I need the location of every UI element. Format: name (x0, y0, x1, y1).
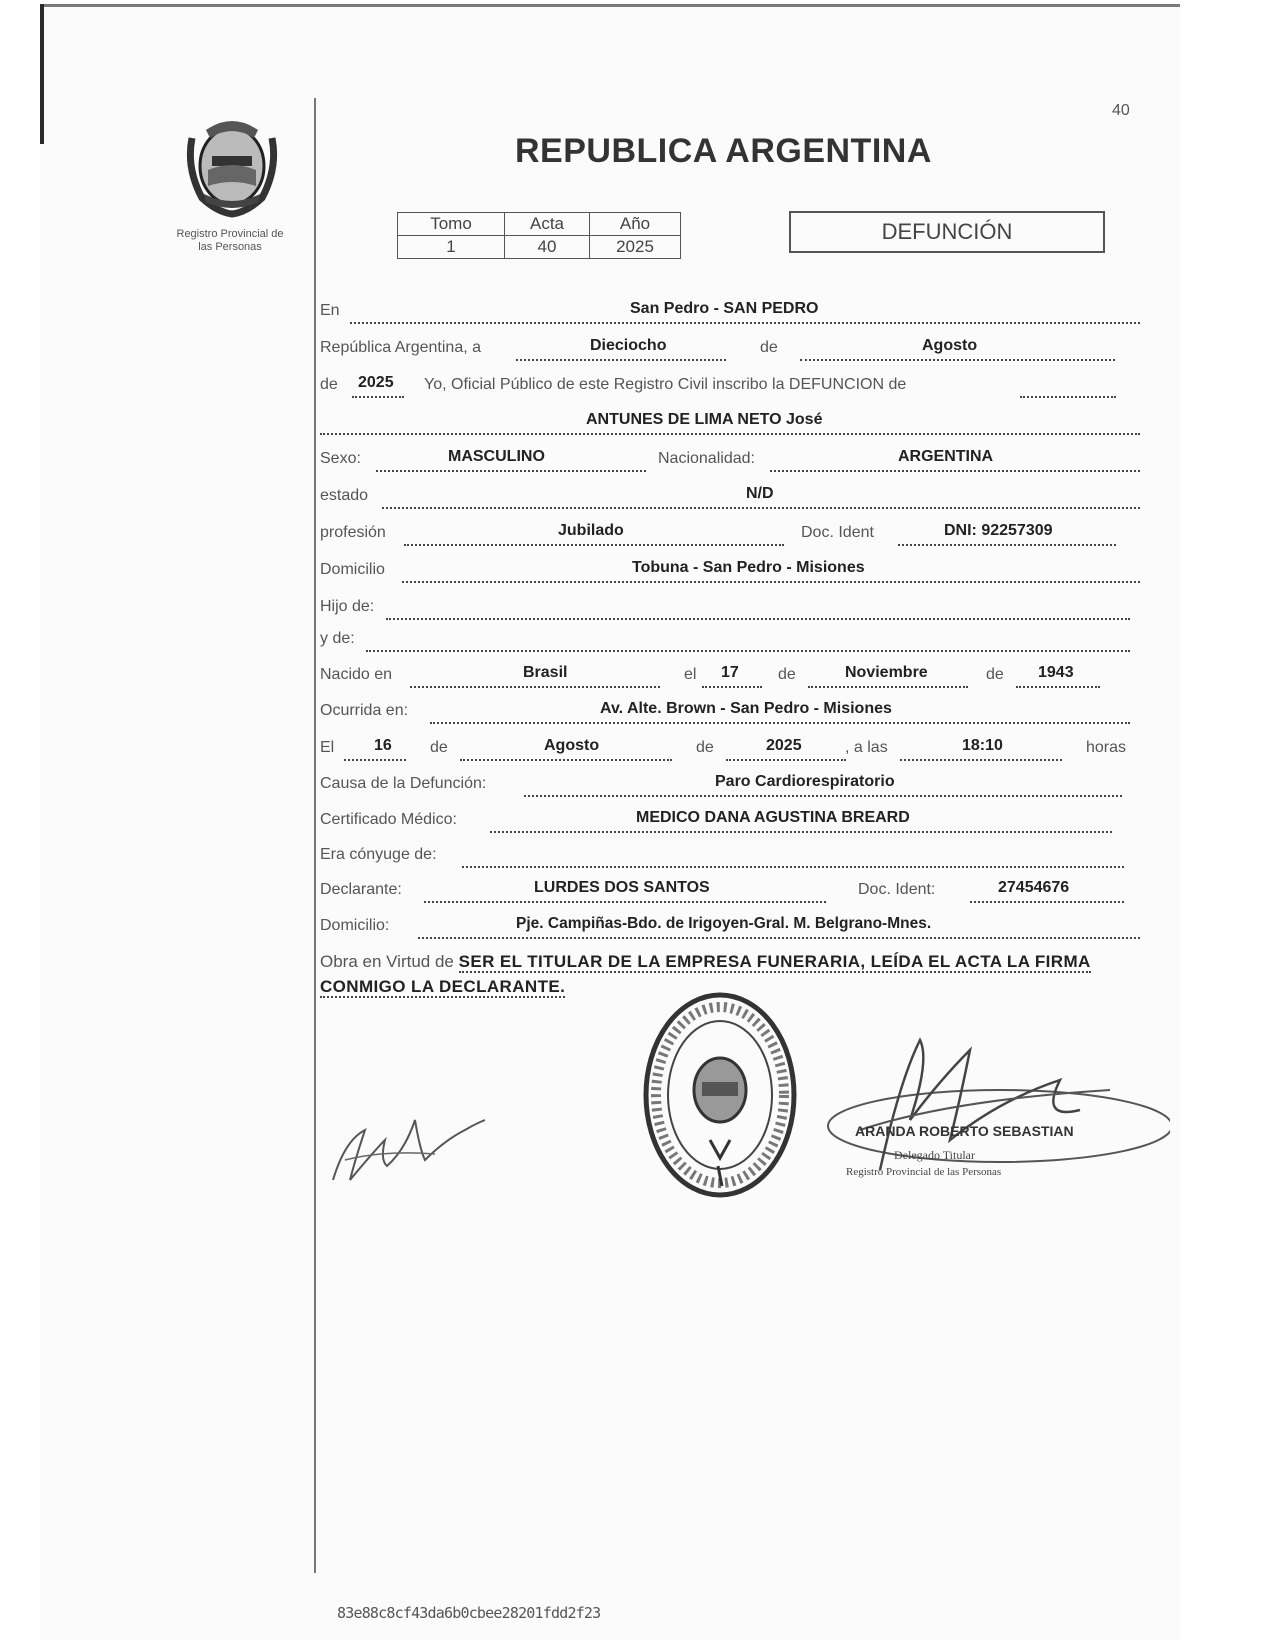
page-number: 40 (1112, 102, 1130, 119)
fill-hijo-de (386, 596, 1130, 620)
label-domicilio: Domicilio (320, 561, 385, 578)
registry-caption-line-1: Registro Provincial de (176, 228, 284, 240)
registry-caption (160, 228, 300, 254)
sheet-left-edge (40, 4, 44, 144)
value-nombre: ANTUNES DE LIMA NETO José (586, 411, 823, 428)
sheet-top-edge (40, 4, 1180, 7)
fill-conyuge (462, 844, 1124, 868)
row-ocurrida-en (320, 700, 1140, 726)
row-certificado (320, 809, 1140, 835)
fill-defuncion-de (1020, 374, 1116, 398)
value-dia-letras: Dieciocho (590, 337, 667, 354)
value-sexo: MASCULINO (448, 448, 545, 465)
label-declarante: Declarante: (320, 881, 402, 898)
label-profesion: profesión (320, 524, 386, 541)
value-certificado: MEDICO DANA AGUSTINA BREARD (636, 809, 910, 826)
registry-caption-line-2: las Personas (198, 241, 262, 253)
tomo-header: Tomo (398, 213, 505, 236)
label-estado: estado (320, 487, 369, 504)
row-y-de (320, 628, 1140, 654)
label-de-4: de (986, 666, 1004, 683)
anio-value: 2025 (590, 236, 681, 259)
label-certificado: Certificado Médico: (320, 811, 457, 828)
label-el: el (684, 666, 697, 683)
margin-line (314, 98, 316, 1573)
declarante-signature (325, 1100, 495, 1190)
row-anio-inscripcion (320, 374, 1140, 400)
anio-header: Año (590, 213, 681, 236)
value-nacido-en: Brasil (523, 664, 568, 681)
value-causa: Paro Cardiorespiratorio (715, 773, 895, 790)
label-yo-oficial: Yo, Oficial Público de este Registro Civil inscribo la DEFUNCION de (424, 376, 907, 393)
row-profesion (320, 522, 1140, 548)
label-de-2: de (320, 376, 338, 393)
acta-header: Acta (505, 213, 590, 236)
value-estado: N/D (746, 485, 774, 502)
row-domicilio (320, 559, 1140, 585)
row-nombre (320, 411, 1140, 437)
label-de-3: de (778, 666, 796, 683)
value-declarante-doc: 27454676 (998, 879, 1070, 896)
fill-y-de (366, 628, 1130, 652)
label-en: En (320, 302, 340, 319)
label-ocurrida-en: Ocurrida en: (320, 702, 409, 719)
row-fecha-inscripcion (320, 337, 1140, 363)
value-profesion: Jubilado (558, 522, 624, 539)
value-def-hora: 18:10 (962, 737, 1003, 754)
row-fecha-defuncion (320, 737, 1140, 763)
value-def-dia: 16 (374, 737, 392, 754)
value-declarante: LURDES DOS SANTOS (534, 879, 710, 896)
value-nac-dia: 17 (721, 664, 739, 681)
row-lugar (320, 300, 1140, 326)
label-de-6: de (696, 739, 714, 756)
page-title: REPUBLICA ARGENTINA (515, 132, 932, 170)
label-el-cap: El (320, 739, 335, 756)
record-type-box: DEFUNCIÓN (789, 211, 1105, 253)
row-sexo (320, 448, 1140, 474)
label-hijo-de: Hijo de: (320, 598, 375, 615)
label-domicilio-2: Domicilio: (320, 917, 390, 934)
official-signature (800, 1020, 1170, 1180)
value-domicilio-declarante: Pje. Campiñas-Bdo. de Irigoyen-Gral. M. Belgrano-Mnes. (516, 915, 932, 932)
value-anio: 2025 (358, 374, 394, 391)
row-declarante (320, 879, 1140, 905)
label-de-5: de (430, 739, 448, 756)
row-estado (320, 485, 1140, 511)
value-nac-mes: Noviembre (845, 664, 928, 681)
value-mes: Agosto (922, 337, 978, 354)
value-obra: SER EL TITULAR DE LA EMPRESA FUNERARIA, LEÍDA EL ACTA LA FIRMA CONMIGO LA DECLARANTE. (320, 952, 1091, 996)
label-de-1: de (760, 339, 778, 356)
label-doc-ident: Doc. Ident (801, 524, 874, 541)
official-registry: Registro Provincial de las Personas (846, 1166, 1002, 1178)
provincial-crest-icon (182, 108, 282, 218)
value-lugar: San Pedro - SAN PEDRO (630, 300, 819, 317)
acta-value: 40 (505, 236, 590, 259)
label-obra: Obra en Virtud de (320, 952, 454, 971)
document-hash: 83e88c8cf43da6b0cbee28201fdd2f23 (337, 1604, 601, 1622)
row-domicilio-declarante (320, 915, 1140, 941)
value-nac-anio: 1943 (1038, 664, 1074, 681)
tomo-value: 1 (398, 236, 505, 259)
label-doc-ident-2: Doc. Ident: (858, 881, 936, 898)
row-nacimiento (320, 664, 1140, 690)
row-conyuge (320, 844, 1140, 870)
value-def-mes: Agosto (544, 737, 600, 754)
label-republica: República Argentina, a (320, 339, 481, 356)
value-domicilio: Tobuna - San Pedro - Misiones (632, 559, 865, 576)
value-nacionalidad: ARGENTINA (898, 448, 994, 465)
label-a-las: , a las (845, 739, 888, 756)
value-ocurrida-en: Av. Alte. Brown - San Pedro - Misiones (600, 700, 892, 717)
label-horas: horas (1086, 739, 1127, 756)
tomo-acta-anio-table (397, 212, 681, 259)
official-name: ARANDA ROBERTO SEBASTIAN (855, 1123, 1074, 1139)
label-conyuge: Era cónyuge de: (320, 846, 437, 863)
label-causa: Causa de la Defunción: (320, 775, 487, 792)
row-causa (320, 773, 1140, 799)
label-y-de: y de: (320, 630, 355, 647)
value-def-anio: 2025 (766, 737, 802, 754)
row-hijo-de (320, 596, 1140, 622)
label-nacido-en: Nacido en (320, 666, 393, 683)
label-sexo: Sexo: (320, 450, 361, 467)
official-stamp-seal (640, 990, 800, 1200)
value-doc: DNI: 92257309 (944, 522, 1053, 539)
official-title: Delegado Titular (894, 1148, 975, 1162)
label-nacionalidad: Nacionalidad: (658, 450, 755, 467)
